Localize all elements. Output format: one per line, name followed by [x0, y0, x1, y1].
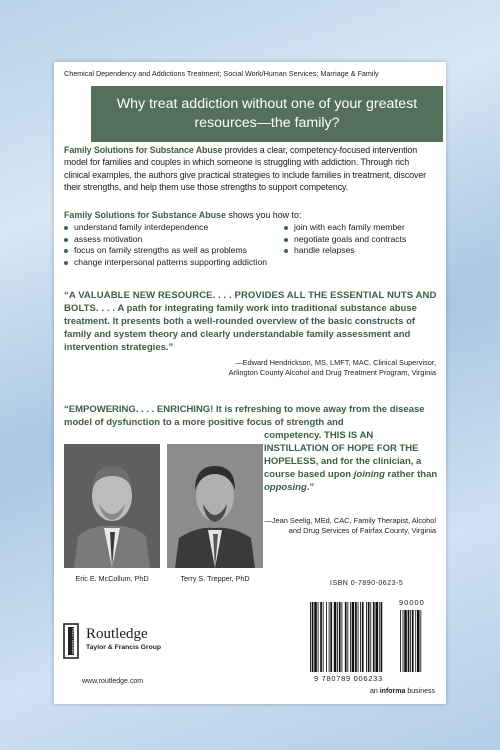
- barcode-bar: [403, 610, 404, 672]
- publisher-url: www.routledge.com: [82, 678, 144, 685]
- subject-categories: Chemical Dependency and Addictions Treatment; Social Work/Human Services; Marriage & Family: [64, 69, 379, 78]
- quote2-text: It is refreshing to move away from the disease model of dysfunction to a more positive focus of strength and: [64, 404, 425, 428]
- informa-bold: informa: [379, 688, 406, 695]
- isbn-label: ISBN 0-7890-0623-5: [330, 580, 404, 587]
- list-item: focus on family strengths as well as problems: [64, 245, 267, 257]
- barcode-bar: [400, 610, 401, 672]
- barcode-bar: [408, 610, 410, 672]
- author-photo-mccollum: [64, 444, 160, 568]
- list-item: negotiate goals and contracts: [284, 234, 406, 246]
- back-cover: [54, 62, 446, 704]
- barcode-bar: [314, 602, 317, 672]
- list-item: understand family interdependence: [64, 222, 267, 234]
- photo-caption: Terry S. Trepper, PhD: [180, 574, 250, 583]
- barcode-bar: [355, 602, 357, 672]
- barcode-bar: [329, 602, 330, 672]
- informa-tagline: [370, 688, 435, 695]
- barcode-bar: [347, 602, 348, 672]
- headline-banner: Why treat addiction without one of your greatest resources—the family?: [91, 86, 443, 142]
- review-attribution-1: [136, 358, 436, 378]
- author-photo-trepper: [167, 444, 263, 568]
- barcode-bar: [420, 610, 421, 672]
- barcode-bar: [404, 610, 407, 672]
- barcode-bar: [345, 602, 347, 672]
- bullet-list-left: [64, 222, 267, 268]
- barcode-bar: [323, 602, 324, 672]
- publisher-name: Routledge: [86, 626, 148, 642]
- barcode-bar: [415, 610, 416, 672]
- barcode-bar: [373, 602, 375, 672]
- barcode-bar: [360, 602, 361, 672]
- quote2-em-joining: joining: [353, 468, 385, 480]
- list-item: assess motivation: [64, 234, 267, 246]
- barcode-bar: [310, 602, 311, 672]
- barcode-bar: [410, 610, 411, 672]
- quote2-cont: competency. THIS IS AN INSTILLATION OF HOPE FOR THE HOPELESS, and for the clinician, a course based upon: [264, 430, 422, 480]
- barcode-bar: [370, 602, 371, 672]
- barcode-bar: [412, 610, 414, 672]
- barcode-digits: 9 780789 006233: [314, 674, 383, 683]
- list-item: join with each family member: [284, 222, 406, 234]
- barcode-bar: [350, 602, 351, 672]
- barcode-bar: [330, 602, 332, 672]
- intro-book-title: Family Solutions for Substance Abuse: [64, 145, 223, 155]
- barcode-bar: [379, 602, 380, 672]
- list-item: change interpersonal patterns supporting addiction: [64, 257, 267, 269]
- review-quote-2-continued: [264, 430, 439, 495]
- informa-pre: an: [370, 688, 380, 695]
- barcode-bar: [358, 602, 359, 672]
- photo-caption: Eric E. McCollum, PhD: [75, 574, 149, 583]
- barcode-bar: [366, 602, 367, 672]
- price-code: 90000: [399, 598, 425, 607]
- shows-book-title: Family Solutions for Substance Abuse: [64, 210, 226, 220]
- shows-you-how: [64, 210, 436, 220]
- intro-paragraph: [64, 144, 436, 193]
- bullet-list-right: [284, 222, 406, 257]
- quote2-end: .”: [306, 481, 315, 493]
- barcode-bar: [312, 602, 314, 672]
- portrait-image: [64, 444, 160, 568]
- svg-text:ROUTLEDGE: ROUTLEDGE: [71, 627, 76, 655]
- quote1-text: A path for integrating family work into traditional substance abuse treatment. It presents both a well-rounded overview of the basic constructs of family and system theory and clearly understandable family assessment and intervention strategies.”: [64, 302, 417, 353]
- quote1-caps: “A VALUABLE NEW RESOURCE. . . . PROVIDES ALL THE ESSENTIAL NUTS AND BOLTS. . . .: [64, 290, 437, 314]
- barcode-bar: [320, 602, 322, 672]
- barcode-bar: [381, 602, 383, 672]
- publisher-group: Taylor & Francis Group: [86, 644, 162, 651]
- barcode-bar: [339, 602, 341, 672]
- barcode-bar: [318, 602, 319, 672]
- barcode-bar: [334, 602, 337, 672]
- review-attribution-2: [246, 516, 436, 536]
- barcode-bar: [326, 602, 327, 672]
- barcode-bar: [337, 602, 338, 672]
- list-item: handle relapses: [284, 245, 406, 257]
- attribution-line: —Jean Seelig, MEd, CAC, Family Therapist, Alcohol: [264, 516, 436, 525]
- attribution-line: and Drug Services of Fairfax County, Virginia: [288, 526, 436, 536]
- informa-post: business: [405, 688, 435, 695]
- review-quote-1: [64, 290, 438, 355]
- quote2-caps: “EMPOWERING. . . . ENRICHING!: [64, 404, 214, 415]
- routledge-logo-icon: [62, 622, 82, 660]
- barcode-bar: [368, 602, 370, 672]
- barcode-bar: [341, 602, 342, 672]
- attribution-line: Arlington County Alcohol and Drug Treatment Program, Virginia: [228, 368, 436, 378]
- barcode-bar: [375, 602, 378, 672]
- barcode-bar: [352, 602, 355, 672]
- barcode-bar: [362, 602, 364, 672]
- barcode-bar: [417, 610, 420, 672]
- attribution-line: —Edward Hendrickson, MS, LMFT, MAC, Clinical Supervisor,: [235, 358, 436, 367]
- review-quote-2: [64, 404, 440, 430]
- quote2-em-opposing: opposing: [264, 481, 307, 493]
- intro-text: provides a clear, competency-focused intervention model for families and couples in which someone is struggling with addiction. Through rich clinical examples, the authors give practical strategies to include families in treatment, discover their strengths, and help them use those strengths to support competency.: [64, 145, 427, 192]
- shows-text: shows you how to:: [225, 210, 302, 220]
- quote2-mid: rather than: [384, 468, 438, 480]
- portrait-image: [167, 444, 263, 568]
